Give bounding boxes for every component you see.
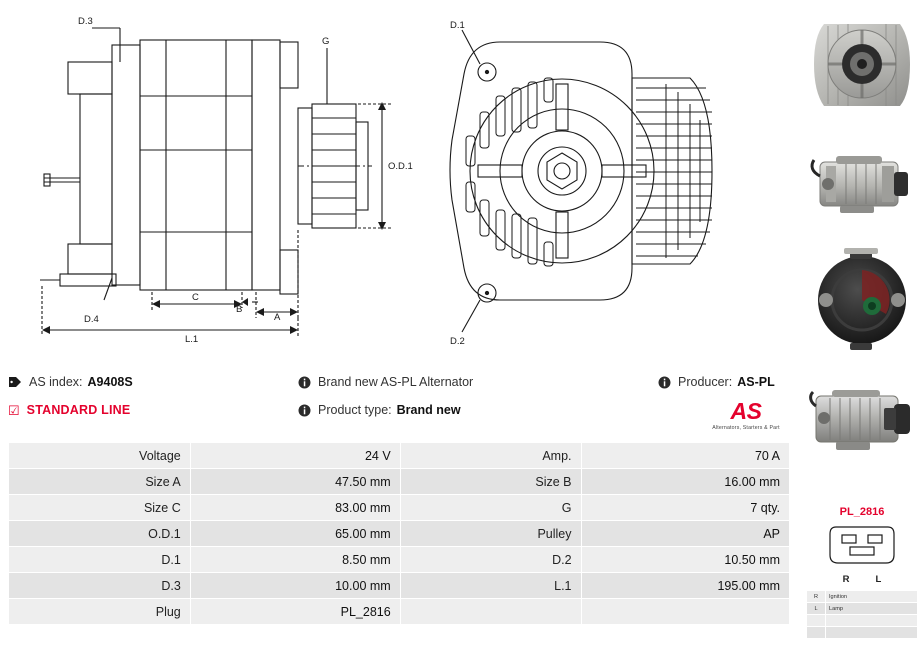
alternator-front-pulley-photo[interactable] bbox=[806, 8, 918, 120]
description-text: Brand new AS-PL Alternator bbox=[318, 375, 474, 389]
producer-label: Producer: bbox=[678, 375, 733, 389]
legend-code: L bbox=[807, 603, 826, 615]
table-row bbox=[9, 547, 790, 573]
table-row bbox=[9, 443, 790, 469]
svg-text:C: C bbox=[192, 292, 199, 303]
spec-value: AP bbox=[581, 521, 789, 547]
producer-value: AS-PL bbox=[737, 375, 775, 389]
spec-value: 47.50 mm bbox=[190, 469, 400, 495]
spec-value: 8.50 mm bbox=[190, 547, 400, 573]
specifications-table bbox=[8, 442, 790, 625]
product-type-value: Brand new bbox=[396, 403, 461, 417]
spec-key: D.2 bbox=[400, 547, 581, 573]
as-pl-logo-subtitle: Alternators, Starters & Part bbox=[712, 425, 780, 431]
alternator-side-photo[interactable] bbox=[806, 126, 918, 238]
spec-key: Voltage bbox=[9, 443, 191, 469]
as-index-value: A9408S bbox=[87, 375, 133, 389]
table-row bbox=[9, 495, 790, 521]
svg-text:O.D.1: O.D.1 bbox=[388, 161, 413, 172]
plug-pin-labels bbox=[806, 574, 918, 585]
legend-desc bbox=[826, 627, 918, 639]
plug-legend-table bbox=[806, 590, 918, 639]
legend-desc: Lamp bbox=[826, 603, 918, 615]
spec-value: PL_2816 bbox=[190, 599, 400, 625]
legend-desc: Ignition bbox=[826, 591, 918, 603]
spec-value: 10.00 mm bbox=[190, 573, 400, 599]
plug-pin-right: L bbox=[875, 574, 882, 585]
spec-key: Size B bbox=[400, 469, 581, 495]
legend-row bbox=[807, 627, 918, 639]
alternator-dimension-drawing bbox=[0, 0, 800, 352]
info-icon bbox=[658, 376, 671, 389]
svg-text:L.1: L.1 bbox=[185, 334, 199, 345]
table-row bbox=[9, 599, 790, 625]
as-index bbox=[8, 375, 298, 389]
as-pl-logo-word: AS bbox=[730, 398, 762, 424]
spec-key: L.1 bbox=[400, 573, 581, 599]
svg-text:D.2: D.2 bbox=[450, 336, 465, 347]
description bbox=[298, 375, 658, 389]
plug-code: PL_2816 bbox=[839, 506, 885, 518]
spec-key: Size A bbox=[9, 469, 191, 495]
technical-drawings bbox=[0, 0, 800, 352]
plug-pin-left: R bbox=[842, 574, 850, 585]
alternator-side-angle-photo[interactable] bbox=[806, 362, 918, 474]
spec-key: Amp. bbox=[400, 443, 581, 469]
svg-text:D.3: D.3 bbox=[78, 16, 93, 27]
legend-row bbox=[807, 603, 918, 615]
spec-key: D.3 bbox=[9, 573, 191, 599]
spec-value: 16.00 mm bbox=[581, 469, 789, 495]
svg-text:D.1: D.1 bbox=[450, 20, 465, 31]
table-row bbox=[9, 573, 790, 599]
spec-value: 7 qty. bbox=[581, 495, 789, 521]
spec-key: G bbox=[400, 495, 581, 521]
alternator-rear-photo[interactable] bbox=[806, 244, 918, 356]
spec-key: O.D.1 bbox=[9, 521, 191, 547]
as-pl-logo bbox=[700, 400, 792, 431]
svg-text:A: A bbox=[274, 312, 281, 323]
spec-value: 10.50 mm bbox=[581, 547, 789, 573]
spec-key-empty bbox=[400, 599, 581, 625]
product-info bbox=[8, 368, 798, 436]
legend-desc bbox=[826, 615, 918, 627]
svg-text:G: G bbox=[322, 36, 330, 47]
svg-text:B: B bbox=[236, 304, 243, 315]
spec-value: 24 V bbox=[190, 443, 400, 469]
legend-code bbox=[807, 627, 826, 639]
info-icon bbox=[298, 404, 311, 417]
spec-value-empty bbox=[581, 599, 789, 625]
specifications-body bbox=[9, 443, 790, 625]
spec-value: 195.00 mm bbox=[581, 573, 789, 599]
info-row-1 bbox=[8, 368, 798, 396]
info-icon bbox=[298, 376, 311, 389]
legend-row bbox=[807, 591, 918, 603]
product-type bbox=[298, 403, 658, 417]
legend-code bbox=[807, 615, 826, 627]
spec-key: Size C bbox=[9, 495, 191, 521]
product-type-label: Product type: bbox=[318, 403, 392, 417]
spec-key: Pulley bbox=[400, 521, 581, 547]
spec-key: Plug bbox=[9, 599, 191, 625]
plug-block bbox=[806, 506, 918, 639]
producer bbox=[658, 375, 798, 389]
spec-key: D.1 bbox=[9, 547, 191, 573]
spec-value: 83.00 mm bbox=[190, 495, 400, 521]
product-photo-gallery bbox=[806, 8, 918, 480]
as-index-label: AS index: bbox=[29, 375, 83, 389]
tag-icon bbox=[8, 376, 22, 388]
plug-diagram bbox=[806, 521, 918, 573]
check-box-icon: ☑ bbox=[8, 402, 20, 418]
standard-line-label: STANDARD LINE bbox=[26, 403, 131, 417]
table-row bbox=[9, 469, 790, 495]
info-row-2 bbox=[8, 396, 798, 424]
spec-value: 65.00 mm bbox=[190, 521, 400, 547]
spec-value: 70 A bbox=[581, 443, 789, 469]
legend-code: R bbox=[807, 591, 826, 603]
table-row bbox=[9, 521, 790, 547]
legend-row bbox=[807, 615, 918, 627]
svg-text:D.4: D.4 bbox=[84, 314, 99, 325]
standard-line-badge bbox=[8, 403, 298, 417]
